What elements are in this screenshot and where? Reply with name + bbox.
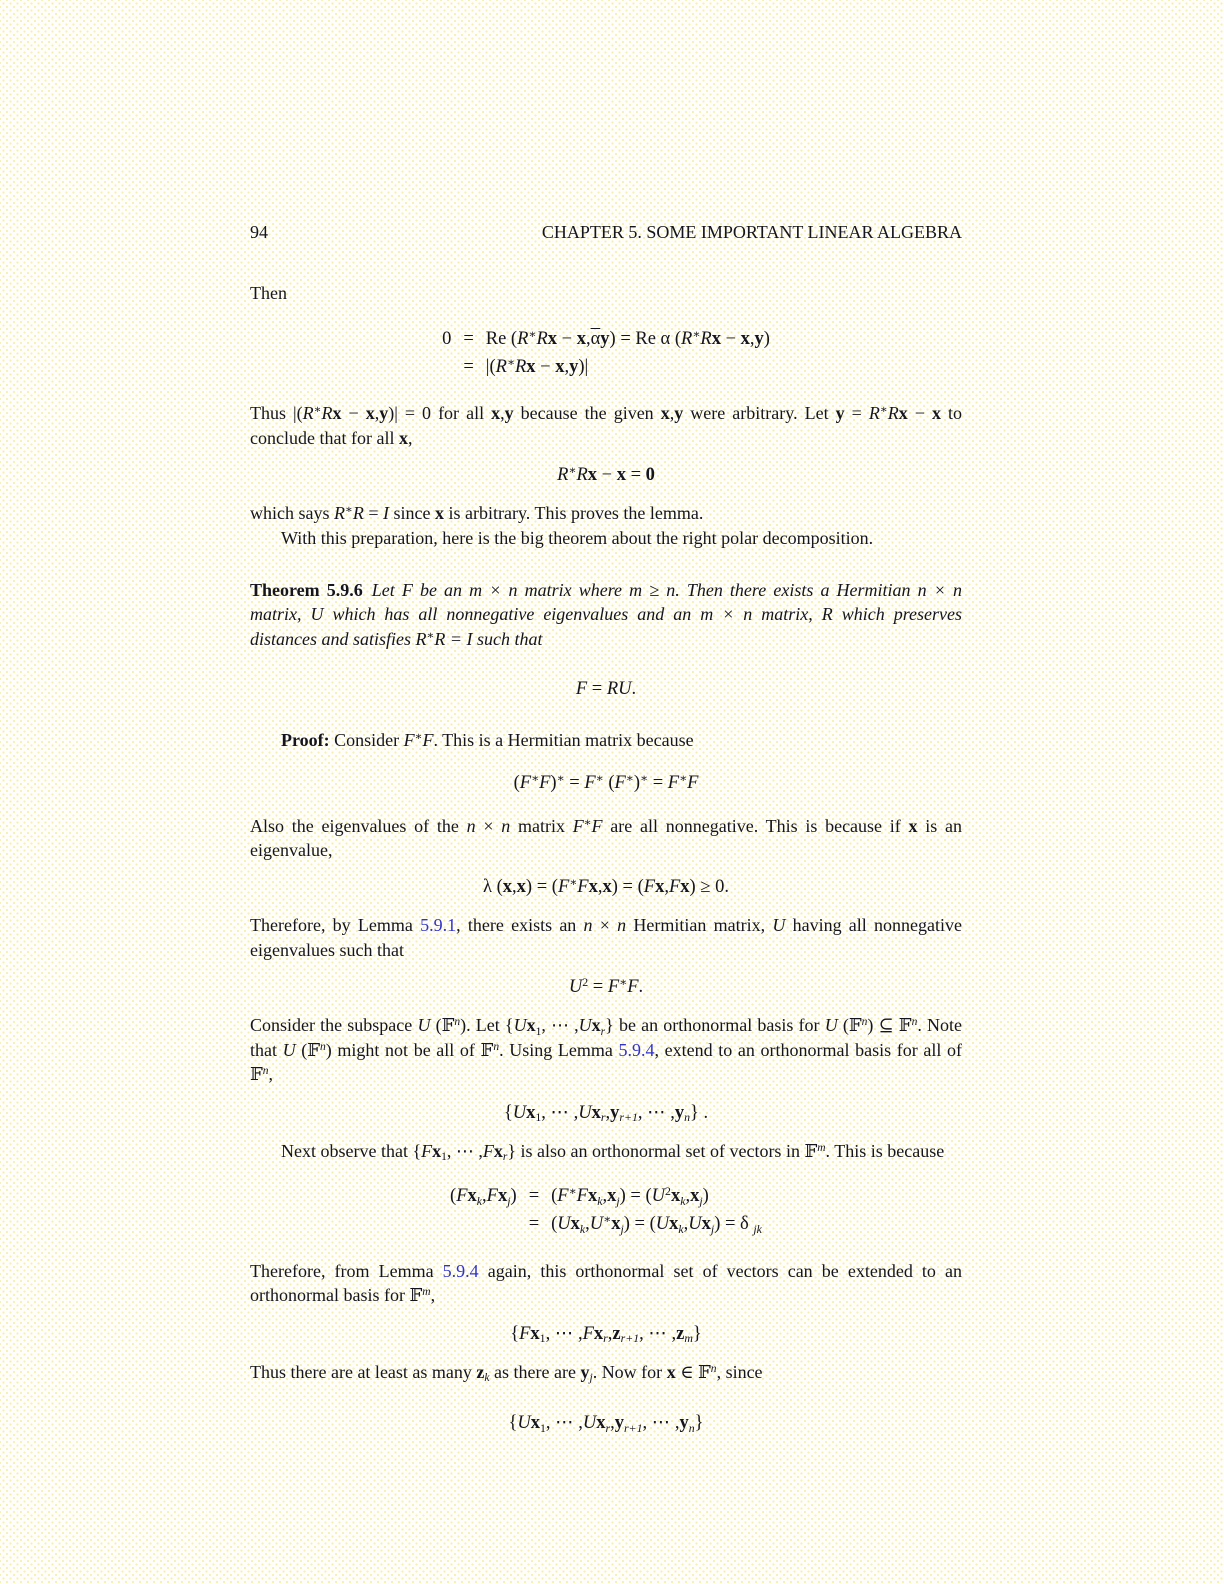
display-equation: {Ux1, ⋯ ,Uxr,yr+1, ⋯ ,yn} . bbox=[503, 1102, 709, 1125]
display-equation: {Ux1, ⋯ ,Uxr,yr+1, ⋯ ,yn} bbox=[508, 1413, 704, 1435]
equation-row bbox=[442, 325, 770, 353]
paragraph: Proof: Consider F∗F. This is a Hermitian matrix because bbox=[281, 730, 694, 751]
paragraph: which says R∗R = I since x is arbitrary. This proves the lemma. bbox=[250, 503, 704, 524]
display-equation: {Fx1, ⋯ ,Fxr,zr+1, ⋯ ,zm} bbox=[510, 1323, 702, 1346]
equation-row bbox=[450, 1211, 762, 1239]
paragraph: Therefore, from Lemma 5.9.4 again, this orthonormal set of vectors can be extended to an orthonormal basis for 𝔽$^m$, bbox=[250, 1260, 962, 1306]
display-equation: F = RU. bbox=[575, 679, 637, 700]
equation-lhs bbox=[442, 353, 451, 381]
display-equation: $U^2 = F^∗F$. bbox=[568, 975, 644, 998]
aligned-equation bbox=[450, 1183, 762, 1239]
paragraph: Then bbox=[250, 283, 287, 303]
paragraph: With this preparation, here is the big theorem about the right polar decomposition. bbox=[281, 527, 874, 548]
cross-reference-link[interactable]: 5.9.1 bbox=[420, 915, 457, 936]
paragraph: Thus |(R∗Rx − x,y)| = 0 for all x,y because the given x,y were arbitrary. Let y = R∗Rx − x to conclude that for all x, bbox=[250, 403, 962, 448]
equation-rhs: |(R∗Rx − x,y)| bbox=[485, 354, 589, 377]
running-header bbox=[250, 222, 962, 243]
equation-rhs: (Uxk,U∗xj) = (Uxk,Uxj) = δ jk bbox=[551, 1212, 762, 1236]
equals-sign: = bbox=[528, 1214, 540, 1235]
equals-sign: = bbox=[528, 1186, 540, 1207]
paragraph: Therefore, by Lemma 5.9.1, there exists an n × n Hermitian matrix, U having all nonnegative eigenvalues such that bbox=[250, 915, 963, 960]
page-number: 94 bbox=[250, 222, 268, 242]
display-equation: R∗Rx − x = 0 bbox=[557, 463, 655, 486]
aligned-equation bbox=[442, 325, 770, 381]
equation-lhs: (Fxk,Fxj) bbox=[450, 1186, 517, 1208]
cross-reference-link[interactable]: 5.9.4 bbox=[618, 1039, 655, 1060]
equals-sign: = bbox=[463, 328, 474, 349]
equation-row bbox=[442, 353, 770, 381]
equation-row bbox=[450, 1183, 762, 1211]
chapter-title: CHAPTER 5. SOME IMPORTANT LINEAR ALGEBRA bbox=[541, 222, 962, 242]
equals-sign: = bbox=[463, 356, 474, 377]
display-equation: λ (x,x) = (F∗Fx,x) = (Fx,Fx) ≥ 0. bbox=[483, 875, 729, 898]
equation-rhs: Re $(R^∗Rx - x,\overline{\alpha}y) = Re$ α (R∗Rx − x,y) bbox=[485, 326, 770, 349]
paragraph: Also the eigenvalues of the n × n matrix F∗F are all nonnegative. This is because if x is an eigenvalue, bbox=[250, 815, 962, 861]
text-blocks bbox=[250, 281, 962, 1434]
equation-lhs: 0 bbox=[442, 328, 452, 349]
page-content bbox=[250, 222, 962, 1462]
paragraph: Consider the subspace U (𝔽$^n$). Let {Ux1, ⋯ ,Uxr} be an orthonormal basis for U (𝔽$^n$) ⊆ 𝔽$^n$. Note that U (𝔽$^n$) might not be all of 𝔽$^n$. Using Lemma 5.9.4, extend to an orthonormal basis for all of 𝔽$^n$, bbox=[250, 1015, 962, 1085]
paragraph: Next observe that {Fx1, ⋯ ,Fxr} is also an orthonormal set of vectors in 𝔽$^m$. This is because bbox=[281, 1140, 945, 1163]
equation-rhs: $(F^∗Fxk,xj) = (U^2xk,xj)$ bbox=[551, 1184, 709, 1208]
theorem-statement: Theorem 5.9.6 Let F be an m × n matrix where m ≥ n. Then there exists a Hermitian n × n matrix, U which has all nonnegative eigenvalues and an m × n matrix, R which preserves distances and satisfies R∗R = I such that bbox=[250, 580, 962, 649]
paragraph: Thus there are at least as many zk as there are yj. Now for x ∈ 𝔽$^n$, since bbox=[250, 1361, 763, 1385]
display-equation: (F∗F)∗ = F∗ (F∗)∗ = F∗F bbox=[513, 770, 699, 793]
cross-reference-link[interactable]: 5.9.4 bbox=[442, 1260, 479, 1281]
equation-lhs bbox=[450, 1211, 517, 1239]
